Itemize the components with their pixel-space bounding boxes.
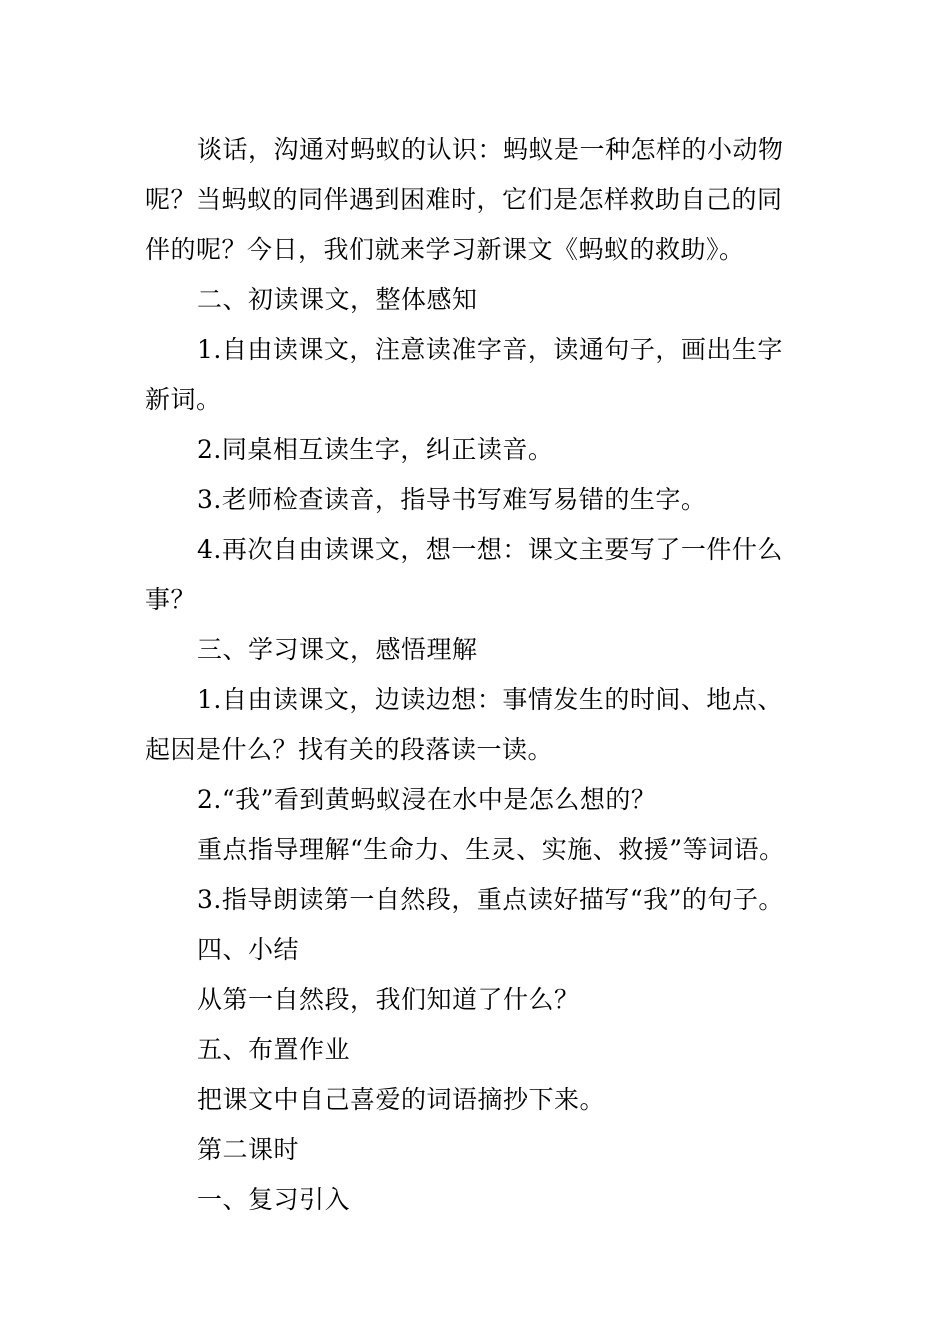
paragraph-line: 伴的呢？今日，我们就来学习新课文《蚂蚁的救助》。: [145, 235, 745, 264]
list-item: 3.指导朗读第一自然段，重点读好描写“我”的句子。: [197, 885, 784, 914]
section-heading: 三、学习课文，感悟理解: [197, 635, 478, 664]
section-heading: 五、布置作业: [197, 1035, 351, 1064]
list-item: 3.老师检查读音，指导书写难写易错的生字。: [197, 485, 707, 514]
paragraph-line: 谈话，沟通对蚂蚁的认识：蚂蚁是一种怎样的小动物: [197, 135, 784, 164]
section-heading: 二、初读课文，整体感知: [197, 285, 478, 314]
section-heading: 四、小结: [197, 935, 300, 964]
paragraph-line: 新词。: [145, 385, 222, 414]
section-heading: 第二课时: [197, 1135, 300, 1164]
section-heading: 一、复习引入: [197, 1185, 351, 1214]
paragraph-line: 从第一自然段，我们知道了什么？: [197, 985, 580, 1014]
list-item: 2.同桌相互读生字，纠正读音。: [197, 435, 554, 464]
list-item: 1.自由读课文，注意读准字音，读通句子，画出生字: [197, 335, 783, 364]
paragraph-line: 重点指导理解“生命力、生灵、实施、救援”等词语。: [197, 835, 785, 864]
list-item: 1.自由读课文，边读边想：事情发生的时间、地点、: [197, 685, 783, 714]
paragraph-line: 把课文中自己喜爱的词语摘抄下来。: [197, 1085, 606, 1114]
paragraph-line: 起因是什么？找有关的段落读一读。: [145, 735, 554, 764]
paragraph-line: 事？: [145, 585, 197, 614]
list-item: 2.“我”看到黄蚂蚁浸在水中是怎么想的？: [197, 785, 657, 814]
paragraph-line: 呢？当蚂蚁的同伴遇到困难时，它们是怎样救助自己的同: [145, 185, 783, 214]
list-item: 4.再次自由读课文，想一想：课文主要写了一件什么: [197, 535, 783, 564]
